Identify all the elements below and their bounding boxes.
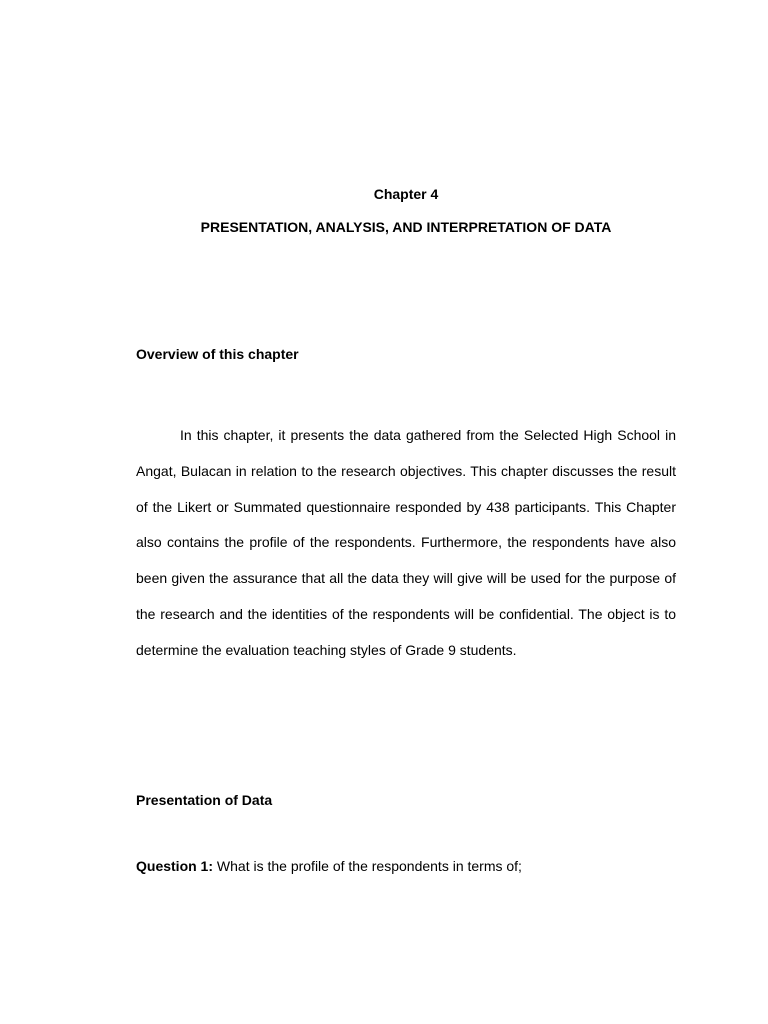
overview-paragraph: In this chapter, it presents the data gathered from the Selected High School in Angat, Bulacan in relation to the research objectives. This chapter discusses the result of the Likert or Summated questionnaire responded by 438 participants. This Chapter also contains the profile of the respondents. Furthermore, the respondents have also been given the assurance that all the data they will give will be used for the purpose of the research and the identities of the respondents will be confidential. The object is to determine the evaluation teaching styles of Grade 9 students. [136, 427, 676, 658]
question-text: What is the profile of the respondents in terms of; [213, 858, 522, 874]
question-1 [136, 856, 522, 876]
presentation-heading: Presentation of Data [136, 792, 273, 808]
overview-heading: Overview of this chapter [136, 346, 299, 362]
question-label: Question 1: [136, 858, 214, 874]
chapter-number: Chapter 4 [373, 186, 439, 202]
chapter-title: PRESENTATION, ANALYSIS, AND INTERPRETATION OF DATA [200, 219, 612, 235]
